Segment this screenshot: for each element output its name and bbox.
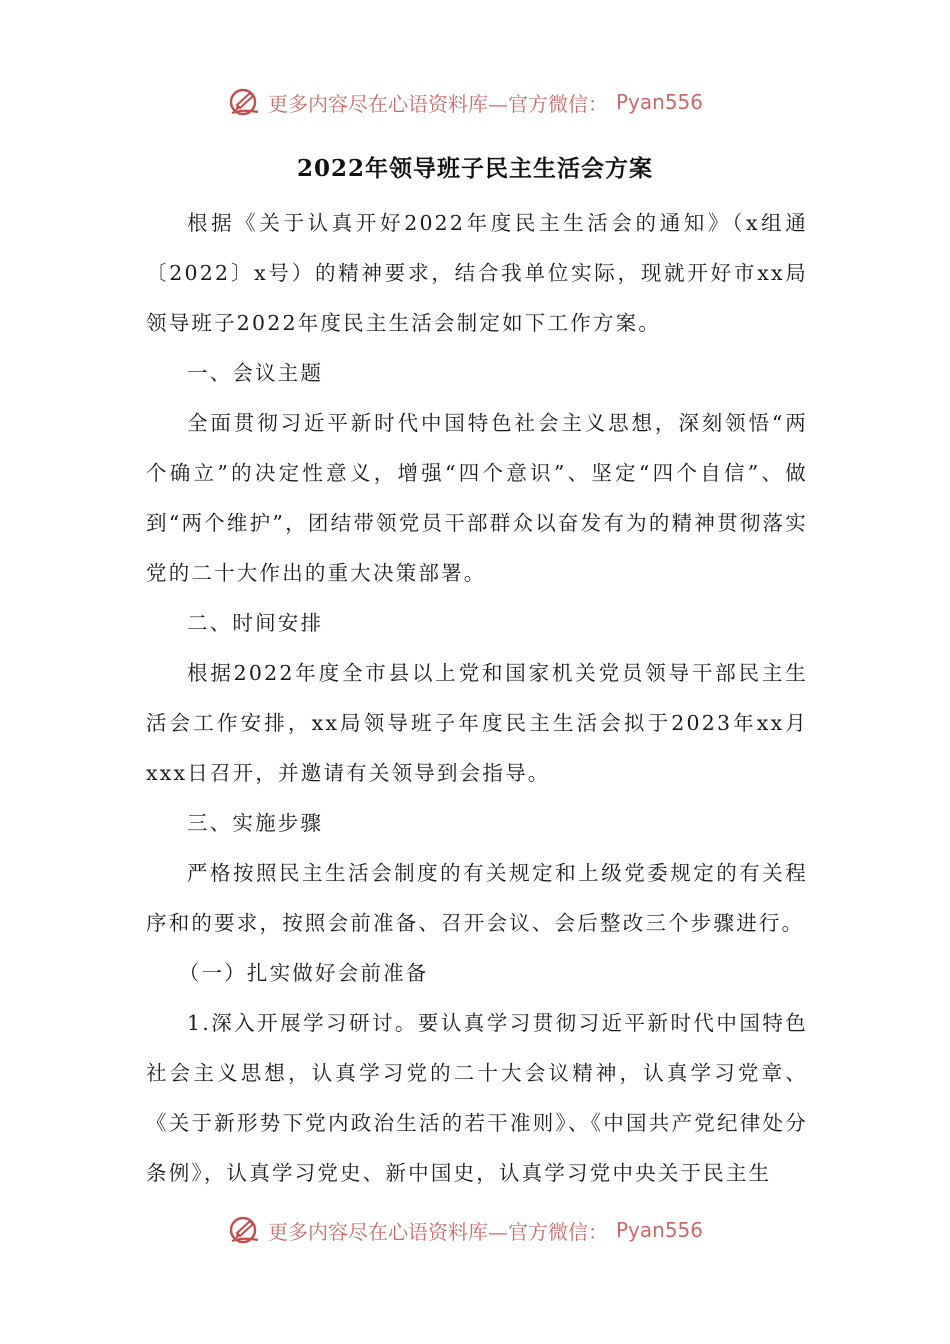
watermark-wechat-id: Pyan556: [616, 1218, 704, 1242]
body-paragraph: 严格按照民主生活会制度的有关规定和上级党委规定的有关程序和的要求，按照会前准备、召开会议、会后整改三个步骤进行。: [146, 861, 808, 935]
body-paragraph: 全面贯彻习近平新时代中国特色社会主义思想，深刻领悟“两个确立”的决定性意义，增强“四个意识”、坚定“四个自信”、做到“两个维护”，团结带领党员干部群众以奋发有为的精神贯彻落实党的二十大作出的重大决策部署。: [146, 411, 808, 585]
section-heading: 二、时间安排: [187, 611, 324, 635]
section-heading: 三、实施步骤: [187, 811, 324, 835]
document-body: [146, 198, 808, 1198]
header-watermark: [228, 82, 748, 122]
watermark-wechat-id: Pyan556: [616, 90, 704, 114]
watermark-text: 更多内容尽在心语资料库—官方微信：: [268, 1219, 608, 1244]
body-paragraph: 1.深入开展学习研讨。要认真学习贯彻习近平新时代中国特色社会主义思想，认真学习党的二十大会议精神，认真学习党章、《关于新形势下党内政治生活的若干准则》、《中国共产党纪律处分条例》，认真学习党史、新中国史，认真学习党中央关于民主生: [146, 1011, 808, 1185]
watermark-text: 更多内容尽在心语资料库—官方微信：: [268, 91, 608, 116]
body-paragraph: 根据2022年度全市县以上党和国家机关党员领导干部民主生活会工作安排，xx局领导班子年度民主生活会拟于2023年xx月xxx日召开，并邀请有关领导到会指导。: [146, 661, 808, 785]
section-heading: 一、会议主题: [187, 361, 324, 385]
footer-watermark: [228, 1210, 748, 1250]
document-title: 2022年领导班子民主生活会方案: [296, 155, 653, 182]
pen-logo-icon: [228, 1213, 262, 1247]
body-paragraph: 根据《关于认真开好2022年度民主生活会的通知》（x组通〔2022〕x号）的精神要求，结合我单位实际，现就开好市xx局领导班子2022年度民主生活会制定如下工作方案。: [146, 211, 808, 335]
pen-logo-icon: [228, 85, 262, 119]
subsection-heading: （一）扎实做好会前准备: [178, 961, 429, 985]
